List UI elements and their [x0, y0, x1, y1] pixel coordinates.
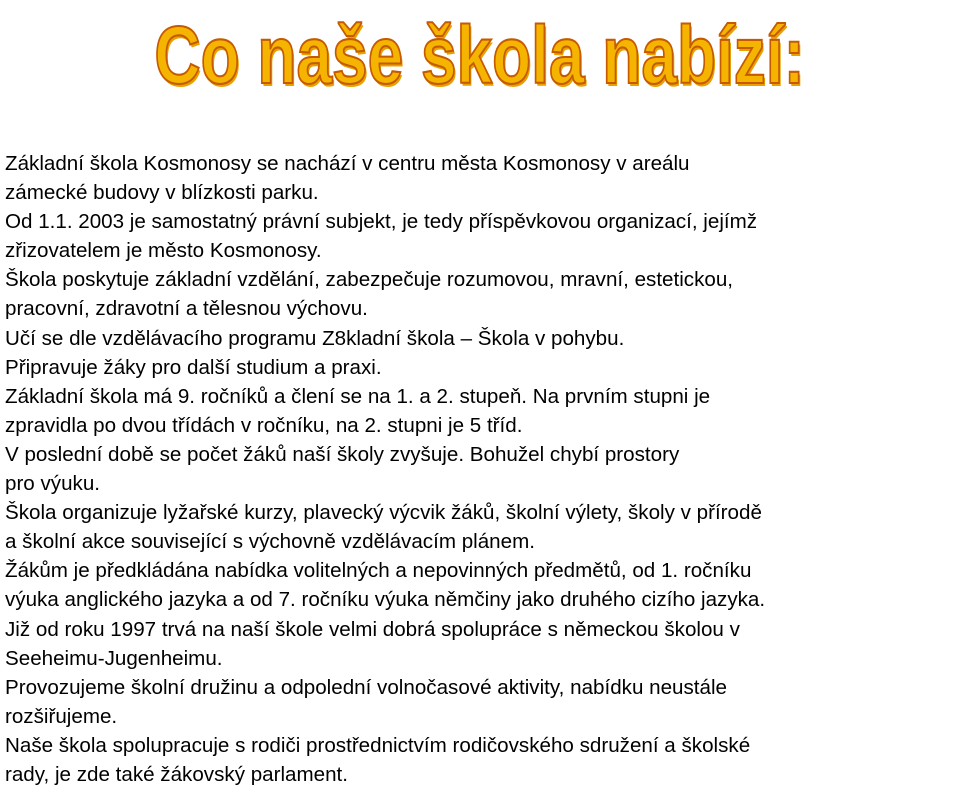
text-line: Provozujeme školní družinu a odpolední volnočasové aktivity, nabídku neustále	[5, 675, 727, 699]
text-line: Připravuje žáky pro další studium a praxi.	[5, 355, 382, 379]
title-banner	[0, 2, 960, 106]
text-line: zřizovatelem je město Kosmonosy.	[5, 239, 322, 263]
text-line: Škola poskytuje základní vzdělání, zabezpečuje rozumovou, mravní, estetickou,	[5, 268, 734, 292]
text-line: Od 1.1. 2003 je samostatný právní subjekt, je tedy příspěvkovou organizací, jejímž	[5, 210, 758, 234]
text-line: Již od roku 1997 trvá na naší škole velmi dobrá spolupráce s německou školou v	[5, 617, 740, 641]
text-line: a školní akce související s výchovně vzdělávacím plánem.	[5, 530, 535, 554]
text-line: zpravidla po dvou třídách v ročníku, na 2. stupni je 5 tříd.	[5, 413, 523, 437]
text-line: zámecké budovy v blízkosti parku.	[5, 181, 319, 205]
body-text	[5, 149, 955, 789]
text-line: Seeheimu-Jugenheimu.	[5, 646, 223, 670]
text-line: Naše škola spolupracuje s rodiči prostřednictvím rodičovského sdružení a školské	[5, 733, 751, 757]
text-line: Základní škola Kosmonosy se nachází v centru města Kosmonosy v areálu	[5, 152, 690, 175]
text-line: Žákům je předkládána nabídka volitelných a nepovinných předmětů, od 1. ročníku	[5, 559, 752, 583]
text-line: rozšiřujeme.	[5, 704, 118, 728]
text-line: pracovní, zdravotní a tělesnou výchovu.	[5, 297, 368, 321]
text-line: V poslední době se počet žáků naší školy zvyšuje. Bohužel chybí prostory	[5, 442, 680, 466]
text-line: Škola organizuje lyžařské kurzy, plavecký výcvik žáků, školní výlety, školy v přírodě	[5, 501, 762, 525]
text-line: pro výuku.	[5, 472, 101, 496]
page-title: Co naše škola nabízí:	[154, 8, 806, 101]
text-line: Základní škola má 9. ročníků a člení se na 1. a 2. stupeň. Na prvním stupni je	[5, 384, 711, 408]
text-line: výuka anglického jazyka a od 7. ročníku výuka němčiny jako druhého cizího jazyka.	[5, 588, 766, 612]
text-line: Učí se dle vzdělávacího programu Z8kladní škola – Škola v pohybu.	[5, 326, 625, 350]
text-line: rady, je zde také žákovský parlament.	[5, 762, 349, 786]
